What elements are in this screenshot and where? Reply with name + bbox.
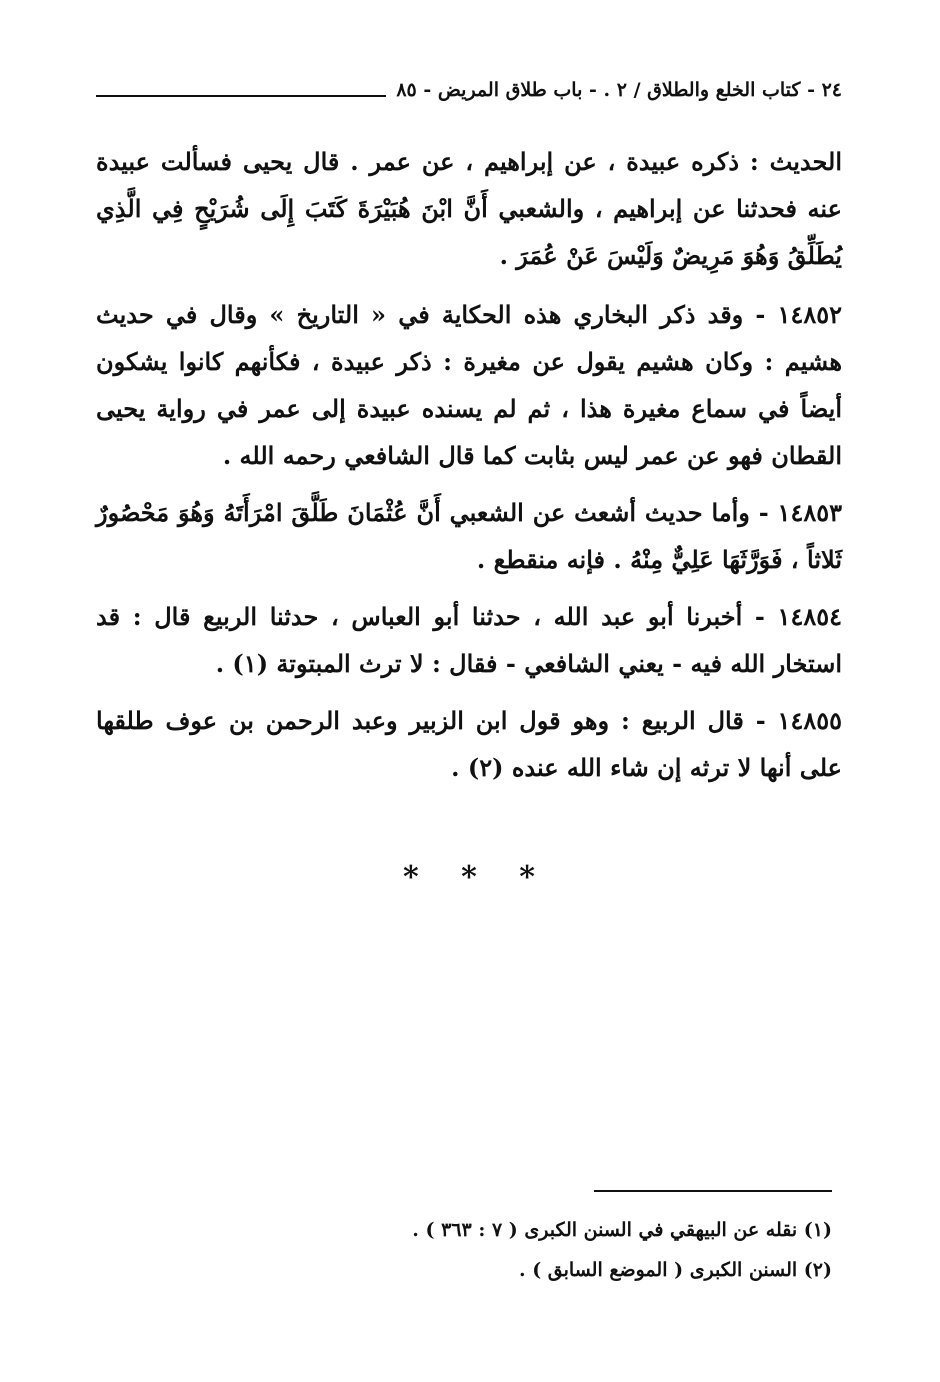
footnotes	[96, 1210, 832, 1290]
footnote-2: (٢) السنن الكبرى ( الموضع السابق ) .	[518, 1259, 832, 1281]
footnote-rule	[594, 1190, 832, 1192]
book-page	[96, 70, 842, 1320]
paragraph-14852: ١٤٨٥٢ - وقد ذكر البخاري هذه الحكاية في « التاريخ » وقال في حديث هشيم : وكان هشيم يقول عن مغيرة : ذكر عبيدة ، فكأنهم كانوا يشكون أيضاً في سماع مغيرة هذا ، ثم لم يسنده عبيدة إلى عمر في رواية يحيى القطان فهو عن عمر ليس بثابت كما قال الشافعي رحمه الله .	[96, 300, 842, 470]
running-title: ٢٤ - كتاب الخلع والطلاق / ٢ . - باب طلاق المريض - ٨٥	[396, 79, 842, 101]
header-rule	[96, 95, 386, 97]
section-separator: * * *	[403, 860, 535, 895]
paragraph-14854: ١٤٨٥٤ - أخبرنا أبو عبد الله ، حدثنا أبو العباس ، حدثنا الربيع قال : قد استخار الله فيه - يعني الشافعي - فقال : لا ترث المبتوتة (١) .	[96, 602, 842, 678]
paragraph-continued: الحديث : ذكره عبيدة ، عن إبراهيم ، عن عمر . قال يحيى فسألت عبيدة عنه فحدثنا عن إبراهيم ، والشعبي أَنَّ ابْنَ هُبَيْرَةَ كَتَبَ إِلَى شُرَيْحٍ فِي الَّذِي يُطَلِّقُ وَهُوَ مَرِيضٌ وَلَيْسَ عَنْ عُمَرَ .	[96, 147, 842, 270]
running-header	[96, 70, 842, 110]
paragraph-14853: ١٤٨٥٣ - وأما حديث أشعث عن الشعبي أَنَّ عُثْمَانَ طَلَّقَ امْرَأَتَهُ وَهُوَ مَحْصُورٌ ثَلاثاً ، فَوَرَّثَهَا عَلِيٌّ مِنْهُ . فإنه منقطع .	[96, 498, 842, 574]
footnote-1: (١) نقله عن البيهقي في السنن الكبرى ( ٧ : ٣٦٣ ) .	[412, 1219, 832, 1241]
main-text	[96, 138, 842, 801]
paragraph-14855: ١٤٨٥٥ - قال الربيع : وهو قول ابن الزبير وعبد الرحمن بن عوف طلقها على أنها لا ترثه إن شاء الله عنده (٢) .	[96, 706, 842, 782]
